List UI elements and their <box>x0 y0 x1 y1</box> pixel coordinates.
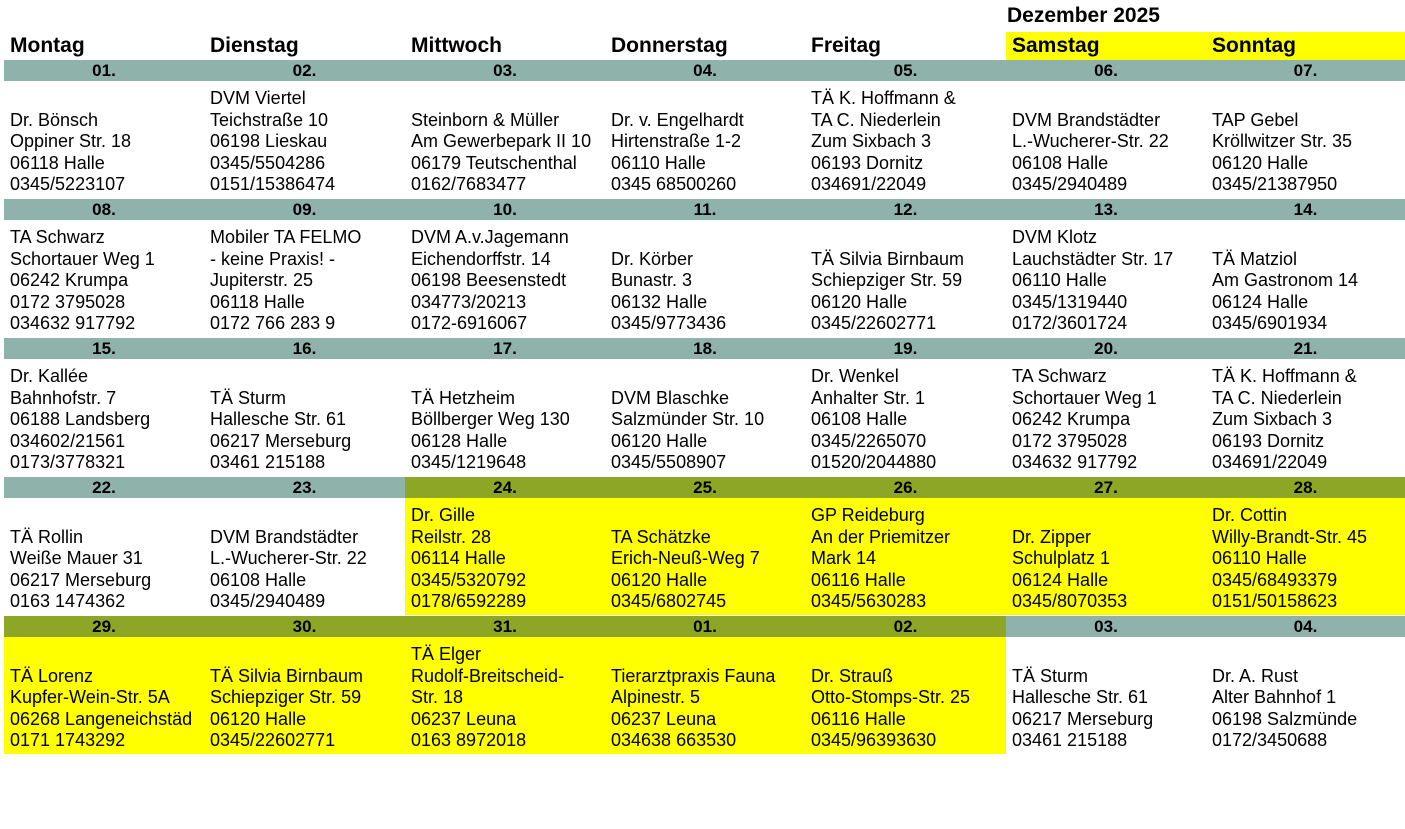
entry-line: GP Reideburg <box>811 505 925 526</box>
entry-line: 0151/50158623 <box>1212 591 1338 612</box>
entry-line: 03461 215188 <box>1012 730 1128 751</box>
entry-line: 0345/21387950 <box>1212 174 1338 195</box>
duty-entry <box>605 81 805 198</box>
entry-line: Erich-Neuß-Weg 7 <box>611 548 760 569</box>
entry-line: 06110 Halle <box>1212 548 1307 569</box>
entry-line: 06242 Krumpa <box>10 270 129 291</box>
weekday-mittwoch: Mittwoch <box>411 34 502 57</box>
date-number: 24. <box>405 477 605 498</box>
entry-line: L.-Wucherer-Str. 22 <box>1012 131 1169 152</box>
date-number: 04. <box>605 60 805 81</box>
entry-line: 06118 Halle <box>210 291 305 312</box>
entry-line: 0171 1743292 <box>10 730 126 751</box>
entry-line: 034773/20213 <box>411 291 527 312</box>
entry-line: Am Gewerbepark II 10 <box>411 131 592 152</box>
date-number: 18. <box>605 338 805 359</box>
entry-line: 0345/2940489 <box>1012 174 1128 195</box>
entry-line: 03461 215188 <box>210 452 326 473</box>
duty-entry <box>204 637 405 754</box>
duty-entry <box>1006 220 1206 337</box>
weekday-freitag: Freitag <box>811 34 882 57</box>
entry-line: 0172 3795028 <box>10 291 126 312</box>
date-number: 03. <box>405 60 605 81</box>
weekday-donnerstag: Donnerstag <box>611 34 728 57</box>
duty-entry <box>805 220 1006 337</box>
entry-line: TÄ Matziol <box>1212 248 1298 269</box>
date-number: 31. <box>405 616 605 637</box>
entry-line: TA Schwarz <box>10 227 105 248</box>
duty-entry <box>1006 359 1206 476</box>
entry-line: TÄ Rollin <box>10 526 84 547</box>
entry-line: Salzmünder Str. 10 <box>611 409 765 430</box>
duty-entry <box>805 359 1006 476</box>
date-number: 03. <box>1006 616 1206 637</box>
entry-line: Jupiterstr. 25 <box>210 270 314 291</box>
date-number: 20. <box>1006 338 1206 359</box>
duty-entry <box>4 498 204 615</box>
entry-line: 034632 917792 <box>1012 452 1138 473</box>
entry-line: Dr. A. Rust <box>1212 665 1299 686</box>
entry-line: 06188 Landsberg <box>10 409 151 430</box>
entry-line: 06108 Halle <box>210 569 307 590</box>
date-number: 30. <box>204 616 405 637</box>
date-number: 01. <box>4 60 204 81</box>
date-number: 27. <box>1006 477 1206 498</box>
entry-line: 0178/6592289 <box>411 591 527 612</box>
entry-line: Tierarztpraxis Fauna <box>611 665 776 686</box>
entry-line: TÄ Silvia Birnbaum <box>811 248 965 269</box>
entry-line: Str. 18 <box>411 687 464 708</box>
entry-line: Bunastr. 3 <box>611 270 693 291</box>
entry-line: 06120 Halle <box>611 430 708 451</box>
duty-entry <box>204 359 405 476</box>
date-number: 08. <box>4 199 204 220</box>
date-number: 17. <box>405 338 605 359</box>
entry-line: Dr. Zipper <box>1012 526 1092 547</box>
date-number: 28. <box>1206 477 1405 498</box>
duty-entry <box>405 220 605 337</box>
entry-line: Schortauer Weg 1 <box>1012 387 1157 408</box>
entry-line: Schiepziger Str. 59 <box>811 270 963 291</box>
date-number: 02. <box>805 616 1006 637</box>
date-number: 21. <box>1206 338 1405 359</box>
entry-line: Bahnhofstr. 7 <box>10 387 117 408</box>
entry-line: TA C. Niederlein <box>1212 387 1342 408</box>
entry-line: 0345 68500260 <box>611 174 737 195</box>
duty-entry <box>204 220 405 337</box>
entry-line: 0345/68493379 <box>1212 569 1338 590</box>
entry-line: TA C. Niederlein <box>811 109 941 130</box>
duty-entry <box>4 359 204 476</box>
entry-line: 06217 Merseburg <box>1012 708 1154 729</box>
entry-line: 06198 Beesenstedt <box>411 270 567 291</box>
entry-line: DVM Klotz <box>1012 227 1098 248</box>
entry-line: 0345/9773436 <box>611 313 727 334</box>
entry-line: 034691/22049 <box>1212 452 1328 473</box>
entry-line: 0345/1319440 <box>1012 291 1128 312</box>
duty-entry <box>805 81 1006 198</box>
duty-entry <box>4 220 204 337</box>
weekday-samstag: Samstag <box>1006 32 1206 60</box>
entry-line: 0162/7683477 <box>411 174 527 195</box>
entry-line: 06120 Halle <box>811 291 908 312</box>
entry-line: Weiße Mauer 31 <box>10 548 143 569</box>
entry-line: Rudolf-Breitscheid- <box>411 665 565 686</box>
duty-entry <box>405 359 605 476</box>
entry-line: Alter Bahnhof 1 <box>1212 687 1337 708</box>
entry-line: Dr. Kallée <box>10 366 89 387</box>
entry-line: 0345/1219648 <box>411 452 527 473</box>
entry-line: TÄ Hetzheim <box>411 387 516 408</box>
entry-line: 0173/3778321 <box>10 452 126 473</box>
entry-line: 034638 663530 <box>611 730 737 751</box>
entry-line: 0345/2940489 <box>210 591 326 612</box>
date-number: 14. <box>1206 199 1405 220</box>
entry-line: 01520/2044880 <box>811 452 937 473</box>
entry-line: 06217 Merseburg <box>210 430 352 451</box>
duty-entry <box>605 637 805 754</box>
entry-line: Kröllwitzer Str. 35 <box>1212 131 1353 152</box>
entry-line: Mobiler TA FELMO <box>210 227 362 248</box>
entry-line: Dr. Bönsch <box>10 109 99 130</box>
entry-line: 06193 Dornitz <box>1212 430 1325 451</box>
entry-line: TA Schätzke <box>611 526 711 547</box>
entry-line: L.-Wucherer-Str. 22 <box>210 548 367 569</box>
entry-line: 0345/5630283 <box>811 591 927 612</box>
month-title: Dezember 2025 <box>1007 4 1160 27</box>
entry-line: Dr. Körber <box>611 248 694 269</box>
date-number: 09. <box>204 199 405 220</box>
entry-line: 06198 Salzmünde <box>1212 708 1358 729</box>
entry-line: 06108 Halle <box>811 409 908 430</box>
entry-line: Oppiner Str. 18 <box>10 131 132 152</box>
entry-line: Schulplatz 1 <box>1012 548 1111 569</box>
entry-line: 0345/96393630 <box>811 730 937 751</box>
entry-line: 06120 Halle <box>210 708 307 729</box>
entry-line: 0163 1474362 <box>10 591 126 612</box>
entry-line: 06120 Halle <box>1212 152 1309 173</box>
entry-line: 06237 Leuna <box>411 708 517 729</box>
duty-entry <box>204 81 405 198</box>
entry-line: Eichendorffstr. 14 <box>411 248 551 269</box>
entry-line: DVM Viertel <box>210 88 306 109</box>
entry-line: Böllberger Weg 130 <box>411 409 570 430</box>
entry-line: 06124 Halle <box>1012 569 1109 590</box>
date-number: 01. <box>605 616 805 637</box>
entry-line: 06237 Leuna <box>611 708 717 729</box>
entry-line: Otto-Stomps-Str. 25 <box>811 687 971 708</box>
duty-entry <box>1006 637 1206 754</box>
entry-line: TÄ Silvia Birnbaum <box>210 665 364 686</box>
entry-line: 0172-6916067 <box>411 313 528 334</box>
duty-entry <box>204 498 405 615</box>
entry-line: Schortauer Weg 1 <box>10 248 155 269</box>
entry-line: TÄ Lorenz <box>10 665 94 686</box>
entry-line: 0345/6901934 <box>1212 313 1328 334</box>
entry-line: 034691/22049 <box>811 174 927 195</box>
entry-line: TA Schwarz <box>1012 366 1107 387</box>
date-number: 05. <box>805 60 1006 81</box>
entry-line: Anhalter Str. 1 <box>811 387 926 408</box>
date-number: 04. <box>1206 616 1405 637</box>
duty-entry <box>1206 359 1405 476</box>
entry-line: 06132 Halle <box>611 291 708 312</box>
duty-entry <box>405 637 605 754</box>
date-number: 16. <box>204 338 405 359</box>
entry-line: Hirtenstraße 1-2 <box>611 131 742 152</box>
entry-line: Teichstraße 10 <box>210 109 329 130</box>
entry-line: 0345/5223107 <box>10 174 126 195</box>
date-number: 11. <box>605 199 805 220</box>
entry-line: Lauchstädter Str. 17 <box>1012 248 1174 269</box>
duty-entry <box>605 498 805 615</box>
duty-entry <box>405 498 605 615</box>
date-number: 10. <box>405 199 605 220</box>
duty-entry <box>805 498 1006 615</box>
duty-entry <box>605 359 805 476</box>
date-number: 15. <box>4 338 204 359</box>
duty-entry <box>1206 498 1405 615</box>
duty-entry <box>1206 220 1405 337</box>
entry-line: Zum Sixbach 3 <box>1212 409 1333 430</box>
duty-entry <box>1006 498 1206 615</box>
entry-line: Dr. v. Engelhardt <box>611 109 744 130</box>
entry-line: 06268 Langeneichstäd <box>10 708 193 729</box>
entry-line: 034632 917792 <box>10 313 136 334</box>
entry-line: Schiepziger Str. 59 <box>210 687 362 708</box>
entry-line: Kupfer-Wein-Str. 5A <box>10 687 170 708</box>
entry-line: 0345/5508907 <box>611 452 727 473</box>
entry-line: Alpinestr. 5 <box>611 687 701 708</box>
entry-line: An der Priemitzer <box>811 526 951 547</box>
entry-line: TÄ K. Hoffmann & <box>811 88 956 109</box>
entry-line: 0172 766 283 9 <box>210 313 336 334</box>
entry-line: 0345/8070353 <box>1012 591 1128 612</box>
date-number: 13. <box>1006 199 1206 220</box>
entry-line: 06179 Teutschenthal <box>411 152 577 173</box>
entry-line: TÄ Elger <box>411 644 482 665</box>
entry-line: TÄ K. Hoffmann & <box>1212 366 1357 387</box>
weekday-sonntag: Sonntag <box>1206 32 1405 60</box>
entry-line: TÄ Sturm <box>1012 665 1089 686</box>
entry-line: Am Gastronom 14 <box>1212 270 1359 291</box>
entry-line: 06217 Merseburg <box>10 569 152 590</box>
date-number: 19. <box>805 338 1006 359</box>
date-number: 26. <box>805 477 1006 498</box>
entry-line: 0345/5320792 <box>411 569 527 590</box>
entry-line: Dr. Cottin <box>1212 505 1288 526</box>
entry-line: 0151/15386474 <box>210 174 336 195</box>
entry-line: 0345/6802745 <box>611 591 727 612</box>
entry-line: 06116 Halle <box>811 569 906 590</box>
entry-line: 0163 8972018 <box>411 730 527 751</box>
date-number: 02. <box>204 60 405 81</box>
entry-line: 034602/21561 <box>10 430 126 451</box>
entry-line: 0172 3795028 <box>1012 430 1128 451</box>
duty-entry <box>4 637 204 754</box>
weekday-dienstag: Dienstag <box>210 34 299 57</box>
entry-line: 06242 Krumpa <box>1012 409 1131 430</box>
entry-line: 0345/22602771 <box>811 313 937 334</box>
entry-line: Dr. Wenkel <box>811 366 899 387</box>
duty-entry <box>405 81 605 198</box>
entry-line: 06116 Halle <box>811 708 906 729</box>
entry-line: Hallesche Str. 61 <box>1012 687 1149 708</box>
weekday-montag: Montag <box>10 34 85 57</box>
entry-line: Mark 14 <box>811 548 877 569</box>
entry-line: DVM Brandstädter <box>1012 109 1161 130</box>
entry-line: Dr. Strauß <box>811 665 894 686</box>
entry-line: 06110 Halle <box>611 152 706 173</box>
entry-line: DVM A.v.Jagemann <box>411 227 569 248</box>
date-number: 12. <box>805 199 1006 220</box>
date-number: 07. <box>1206 60 1405 81</box>
entry-line: - keine Praxis! - <box>210 248 336 269</box>
entry-line: 0345/2265070 <box>811 430 927 451</box>
entry-line: Willy-Brandt-Str. 45 <box>1212 526 1368 547</box>
entry-line: DVM Blaschke <box>611 387 730 408</box>
entry-line: 06114 Halle <box>411 548 506 569</box>
entry-line: 0172/3601724 <box>1012 313 1128 334</box>
duty-entry <box>1206 637 1405 754</box>
date-number: 23. <box>204 477 405 498</box>
duty-entry <box>1006 81 1206 198</box>
entry-line: 06193 Dornitz <box>811 152 924 173</box>
entry-line: 0345/22602771 <box>210 730 336 751</box>
entry-line: 06128 Halle <box>411 430 508 451</box>
date-number: 22. <box>4 477 204 498</box>
duty-entry <box>1206 81 1405 198</box>
entry-line: TAP Gebel <box>1212 109 1299 130</box>
date-number: 29. <box>4 616 204 637</box>
entry-line: TÄ Sturm <box>210 387 287 408</box>
entry-line: Steinborn & Müller <box>411 109 560 130</box>
entry-line: 06198 Lieskau <box>210 131 328 152</box>
entry-line: 06108 Halle <box>1012 152 1109 173</box>
entry-line: 06120 Halle <box>611 569 708 590</box>
duty-entry <box>4 81 204 198</box>
entry-line: Zum Sixbach 3 <box>811 131 932 152</box>
entry-line: 0345/5504286 <box>210 152 326 173</box>
duty-entry <box>605 220 805 337</box>
entry-line: Reilstr. 28 <box>411 526 492 547</box>
date-number: 06. <box>1006 60 1206 81</box>
duty-entry <box>805 637 1006 754</box>
entry-line: Hallesche Str. 61 <box>210 409 347 430</box>
entry-line: 06110 Halle <box>1012 270 1107 291</box>
entry-line: 06124 Halle <box>1212 291 1309 312</box>
entry-line: Dr. Gille <box>411 505 476 526</box>
date-number: 25. <box>605 477 805 498</box>
entry-line: 06118 Halle <box>10 152 105 173</box>
entry-line: 0172/3450688 <box>1212 730 1328 751</box>
entry-line: DVM Brandstädter <box>210 526 359 547</box>
